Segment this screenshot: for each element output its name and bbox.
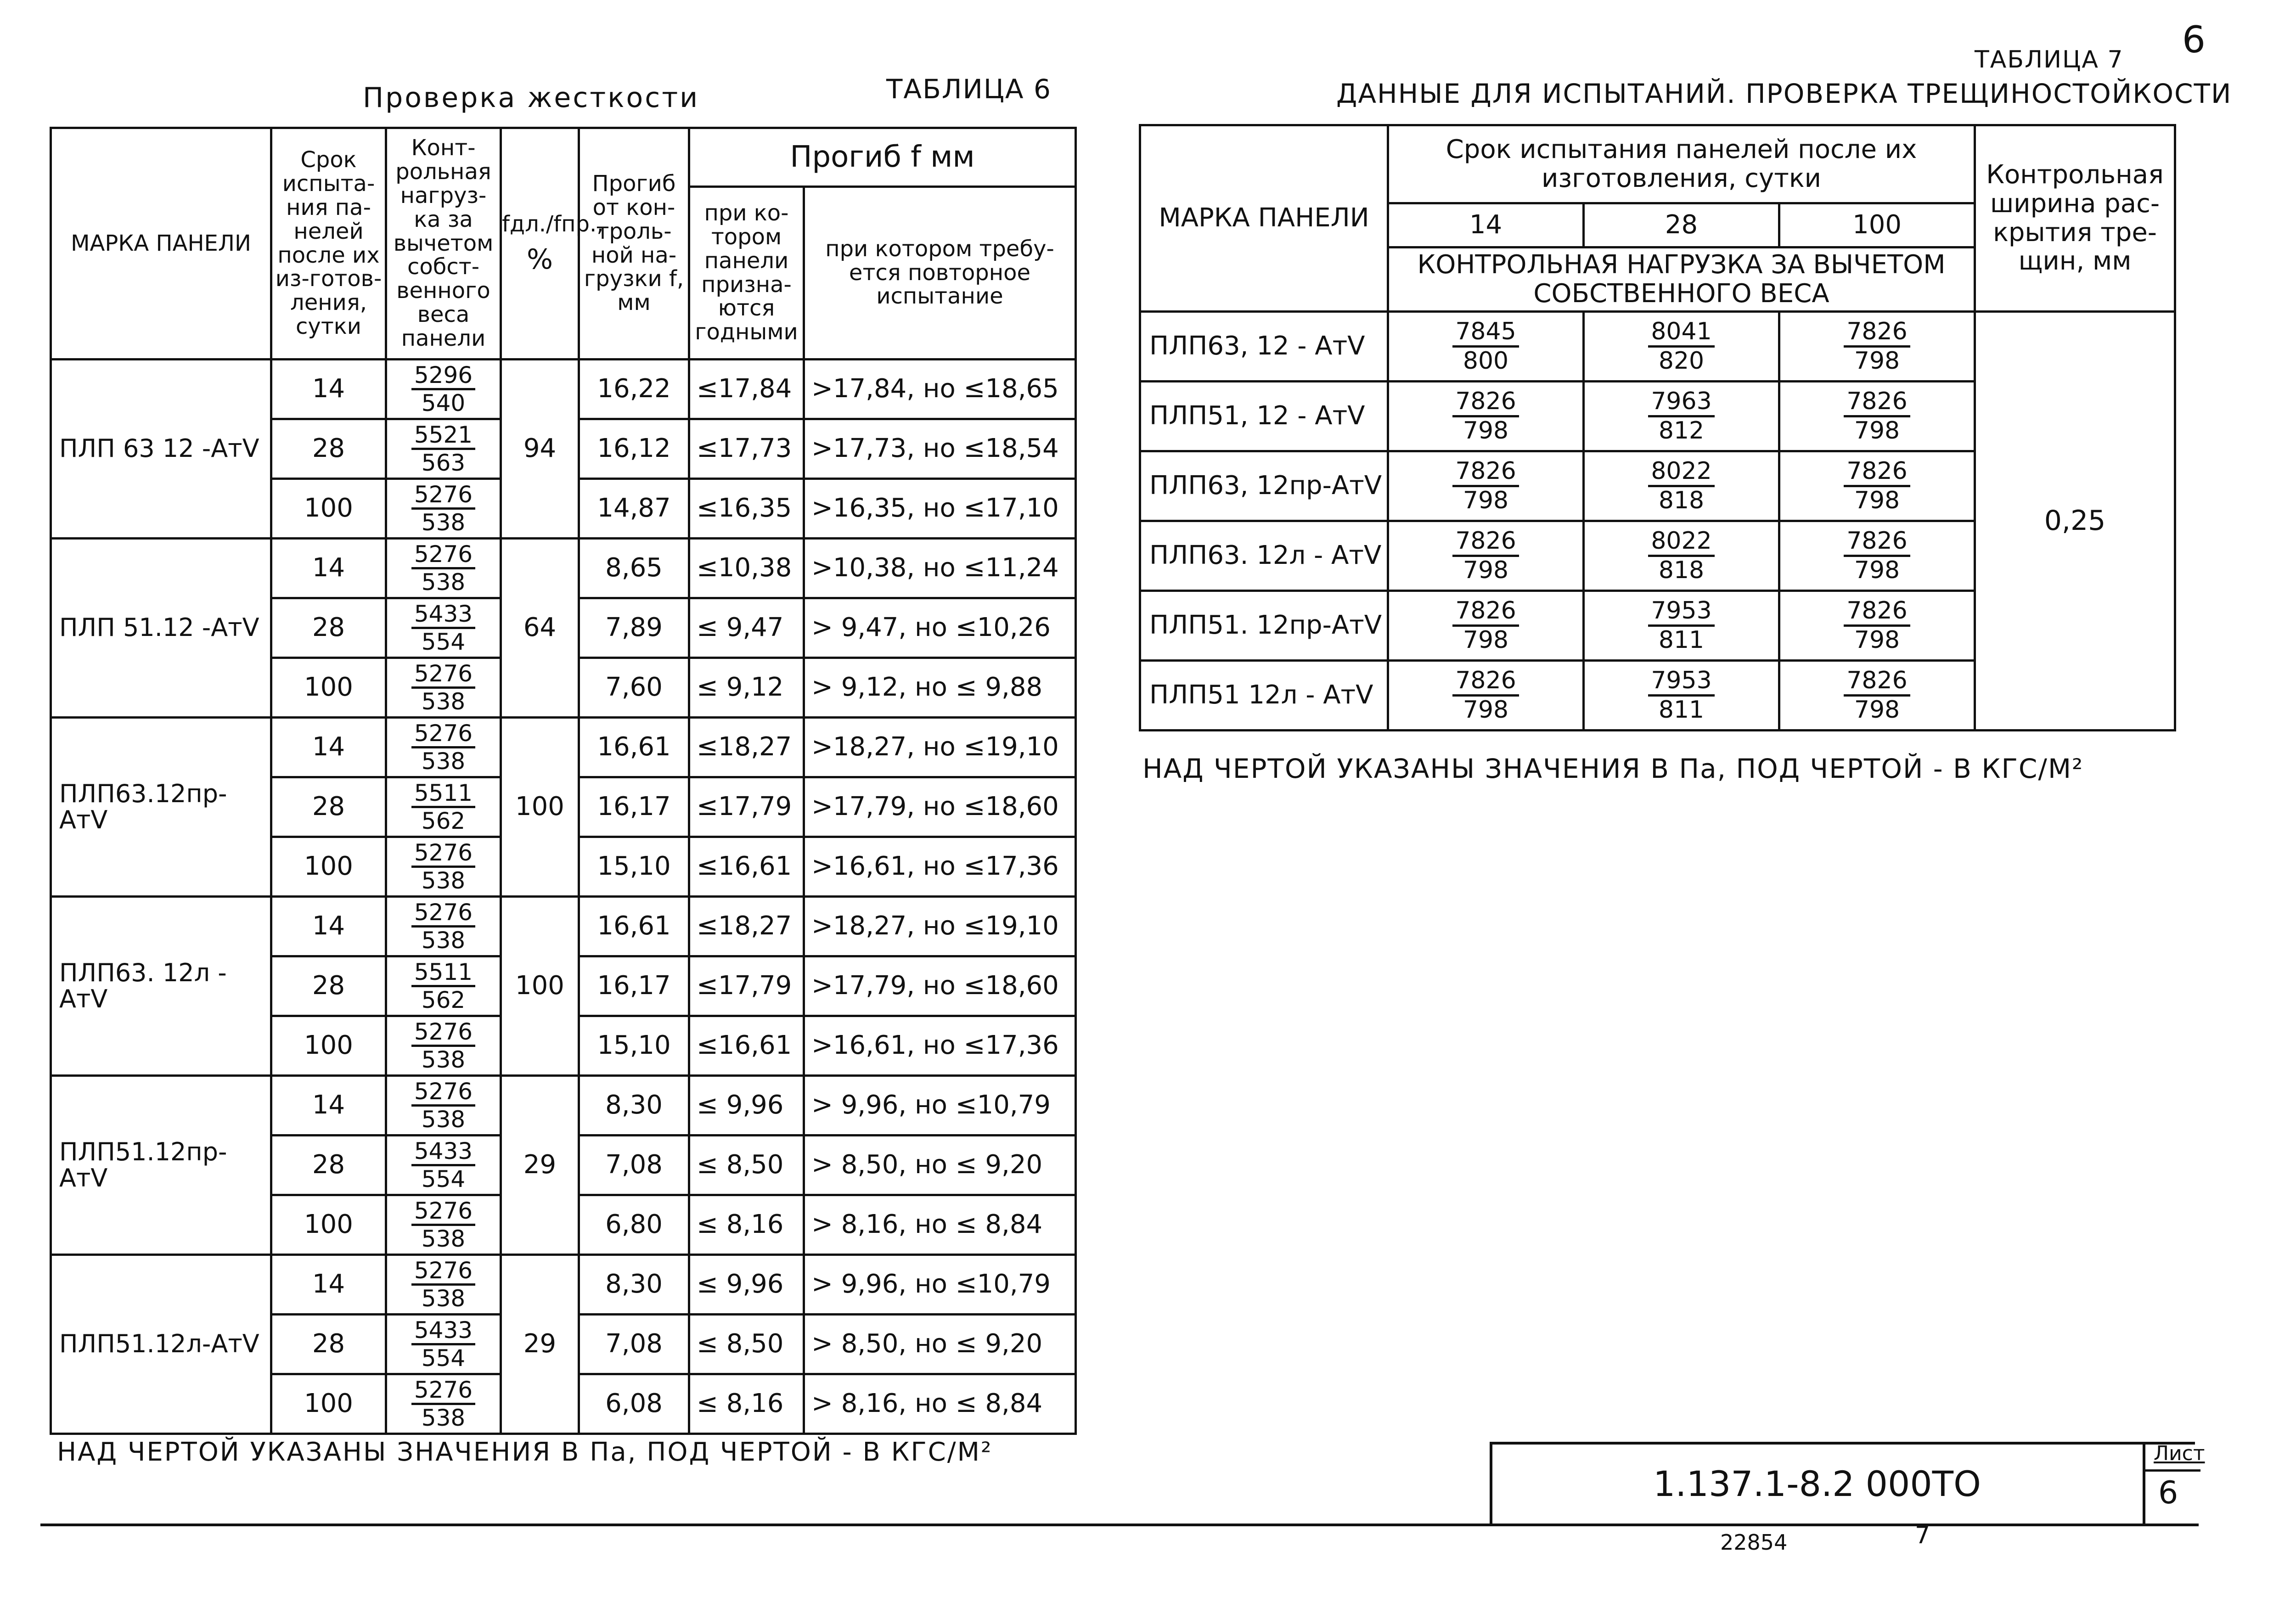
load-fraction (411, 1259, 475, 1311)
deflection-control: 15,10 (579, 1016, 689, 1076)
control-load (1584, 451, 1779, 521)
load-value-pa: 5511 (411, 781, 475, 809)
test-term: 14 (271, 1255, 386, 1315)
deflection-retest: > 9,96, но ≤10,79 (804, 1076, 1076, 1136)
deflection-control: 16,61 (579, 897, 689, 956)
load-fraction (1844, 459, 1910, 513)
load-value-pa: 5276 (411, 483, 475, 510)
control-load (1388, 382, 1584, 451)
table-row (51, 360, 1076, 419)
panel-mark: ПЛП63.12пр-AтV (51, 718, 271, 897)
deflection-retest: > 8,16, но ≤ 8,84 (804, 1195, 1076, 1255)
load-value-kgf: 538 (421, 1226, 466, 1252)
deflection-ok: ≤16,35 (689, 479, 804, 539)
deflection-ok: ≤16,61 (689, 1016, 804, 1076)
load-value-pa: 7826 (1452, 668, 1519, 697)
load-value-kgf: 798 (1463, 626, 1509, 654)
crack-width: 0,25 (1975, 312, 2175, 731)
load-value-kgf: 798 (1854, 417, 1900, 444)
t6-header-mark: МАРКА ПАНЕЛИ (51, 128, 271, 360)
sheet-label: Лист (2154, 1442, 2205, 1465)
t6-header-load: Конт-рольная нагруз-ка за вычетом собст-венного веса панели (386, 128, 501, 360)
t6-header-deflection-group: Прогиб f мм (689, 128, 1076, 187)
load-value-kgf: 554 (421, 629, 466, 655)
load-value-pa: 7826 (1452, 459, 1519, 487)
test-term: 14 (271, 897, 386, 956)
t7-header-load: КОНТРОЛЬНАЯ НАГРУЗКА ЗА ВЫЧЕТОМ СОБСТВЕННОГО ВЕСА (1388, 247, 1975, 312)
deflection-ok: ≤ 8,50 (689, 1136, 804, 1195)
load-value-kgf: 798 (1854, 347, 1900, 375)
deflection-ok: ≤10,38 (689, 539, 804, 598)
load-value-kgf: 538 (421, 927, 466, 954)
load-value-kgf: 554 (421, 1345, 466, 1372)
load-value-kgf: 818 (1658, 487, 1705, 514)
test-term: 28 (271, 1315, 386, 1374)
control-load (386, 1076, 501, 1136)
deflection-retest: >17,79, но ≤18,60 (804, 777, 1076, 837)
test-term: 14 (271, 539, 386, 598)
load-fraction (1844, 319, 1910, 373)
load-value-kgf: 538 (421, 509, 466, 536)
control-load (386, 479, 501, 539)
control-load (386, 598, 501, 658)
load-fraction (411, 423, 475, 475)
load-value-kgf: 538 (421, 1285, 466, 1312)
test-term: 100 (271, 837, 386, 897)
load-fraction (411, 1020, 475, 1072)
load-value-pa: 5276 (411, 721, 475, 749)
load-value-kgf: 798 (1463, 557, 1509, 584)
test-term: 28 (271, 598, 386, 658)
control-load (1779, 451, 1975, 521)
load-value-pa: 7826 (1452, 389, 1519, 417)
load-value-pa: 7953 (1648, 668, 1714, 697)
test-term: 14 (271, 360, 386, 419)
control-load (386, 837, 501, 897)
deflection-retest: >18,27, но ≤19,10 (804, 897, 1076, 956)
deflection-control: 8,30 (579, 1255, 689, 1315)
deflection-ok: ≤ 8,50 (689, 1315, 804, 1374)
document-code: 1.137.1-8.2 000ТО (1653, 1463, 1981, 1504)
load-value-pa: 5276 (411, 542, 475, 570)
table7-caption: ТАБЛИЦА 7 (1975, 46, 2124, 73)
panel-mark: ПЛП63. 12л -AтV (51, 897, 271, 1076)
load-value-pa: 5433 (411, 1139, 475, 1167)
control-load (1779, 591, 1975, 661)
control-load (386, 897, 501, 956)
test-term: 14 (271, 718, 386, 777)
deflection-ok: ≤17,79 (689, 777, 804, 837)
load-fraction (411, 900, 475, 953)
load-value-pa: 7963 (1648, 389, 1714, 417)
deflection-control: 8,30 (579, 1076, 689, 1136)
load-value-pa: 5433 (411, 1318, 475, 1346)
panel-mark: ПЛП 63 12 -AтV (51, 360, 271, 539)
deflection-retest: >16,61, но ≤17,36 (804, 1016, 1076, 1076)
control-load (386, 1374, 501, 1434)
load-value-pa: 5276 (411, 1199, 475, 1226)
deflection-ok: ≤ 9,96 (689, 1255, 804, 1315)
load-value-pa: 5276 (411, 900, 475, 928)
deflection-control: 6,08 (579, 1374, 689, 1434)
table-row (1140, 312, 2175, 382)
load-value-pa: 5276 (411, 1259, 475, 1286)
load-value-kgf: 538 (421, 1106, 466, 1133)
control-load (386, 1255, 501, 1315)
t7-header-day-28: 28 (1584, 203, 1779, 247)
deflection-control: 15,10 (579, 837, 689, 897)
load-value-kgf: 798 (1854, 696, 1900, 724)
table6-caption: ТАБЛИЦА 6 (886, 73, 1052, 105)
t7-header-day-14: 14 (1388, 203, 1584, 247)
deflection-ok: ≤16,61 (689, 837, 804, 897)
t7-header-crack: Контрольная ширина рас-крытия тре-щин, мм (1975, 125, 2175, 312)
deflection-retest: >10,38, но ≤11,24 (804, 539, 1076, 598)
control-load (1584, 521, 1779, 591)
load-value-kgf: 798 (1463, 487, 1509, 514)
deflection-retest: >17,84, но ≤18,65 (804, 360, 1076, 419)
load-fraction (1844, 529, 1910, 583)
load-value-pa: 7826 (1844, 459, 1910, 487)
t6-header-deflection-control: Прогиб от кон-троль-ной на-грузки f, мм (579, 128, 689, 360)
panel-mark: ПЛП63, 12 - AтV (1140, 312, 1388, 382)
load-fraction (411, 1199, 475, 1251)
control-load (386, 1136, 501, 1195)
deflection-control: 16,61 (579, 718, 689, 777)
load-fraction (1452, 389, 1519, 443)
deflection-retest: >18,27, но ≤19,10 (804, 718, 1076, 777)
load-fraction (1648, 389, 1714, 443)
load-fraction (411, 781, 475, 833)
load-value-kgf: 820 (1658, 347, 1705, 375)
deflection-ok: ≤ 8,16 (689, 1374, 804, 1434)
load-value-pa: 5433 (411, 602, 475, 630)
table-row (51, 1076, 1076, 1136)
load-value-kgf: 563 (421, 450, 466, 476)
load-fraction (411, 1318, 475, 1371)
control-load (386, 1195, 501, 1255)
bottom-frame-line (40, 1524, 2199, 1526)
load-value-kgf: 800 (1463, 347, 1509, 375)
deflection-control: 7,89 (579, 598, 689, 658)
deflection-control: 16,22 (579, 360, 689, 419)
load-value-pa: 7826 (1844, 668, 1910, 697)
control-load (386, 419, 501, 479)
t7-header-mark: МАРКА ПАНЕЛИ (1140, 125, 1388, 312)
deflection-ok: ≤18,27 (689, 897, 804, 956)
load-value-pa: 5276 (411, 1079, 475, 1107)
deflection-retest: > 8,16, но ≤ 8,84 (804, 1374, 1076, 1434)
test-term: 100 (271, 479, 386, 539)
deflection-ok: ≤ 9,47 (689, 598, 804, 658)
control-load (1779, 661, 1975, 731)
load-fraction (1452, 529, 1519, 583)
table-row (51, 718, 1076, 777)
load-value-pa: 5276 (411, 1378, 475, 1406)
panel-mark: ПЛП51, 12 - AтV (1140, 382, 1388, 451)
load-fraction (1452, 668, 1519, 722)
load-value-kgf: 554 (421, 1166, 466, 1192)
deflection-control: 7,08 (579, 1315, 689, 1374)
load-fraction (411, 602, 475, 654)
deflection-ratio: 29 (501, 1076, 579, 1255)
deflection-control: 7,08 (579, 1136, 689, 1195)
title-block-divider (2143, 1442, 2145, 1525)
load-value-kgf: 538 (421, 1046, 466, 1073)
load-value-kgf: 562 (421, 987, 466, 1013)
table6-note: НАД ЧЕРТОЙ УКАЗАНЫ ЗНАЧЕНИЯ В Па, ПОД ЧЕРТОЙ - В КГС/М² (57, 1437, 993, 1467)
load-value-pa: 8041 (1648, 319, 1714, 348)
inventory-number: 22854 (1720, 1530, 1788, 1555)
load-value-kgf: 538 (421, 867, 466, 894)
control-load (1584, 312, 1779, 382)
panel-mark: ПЛП63, 12пр-AтV (1140, 451, 1388, 521)
load-value-kgf: 540 (421, 390, 466, 416)
table6-stiffness (50, 127, 1077, 1435)
deflection-ok: ≤18,27 (689, 718, 804, 777)
deflection-ratio: 64 (501, 539, 579, 718)
load-value-pa: 8022 (1648, 459, 1714, 487)
load-fraction (1648, 529, 1714, 583)
deflection-control: 16,12 (579, 419, 689, 479)
control-load (1584, 382, 1779, 451)
panel-mark: ПЛП63. 12л - AтV (1140, 521, 1388, 591)
load-value-pa: 7826 (1452, 598, 1519, 627)
load-value-pa: 7953 (1648, 598, 1714, 627)
load-fraction (1452, 319, 1519, 373)
table-row (51, 539, 1076, 598)
load-value-pa: 8022 (1648, 529, 1714, 557)
deflection-control: 7,60 (579, 658, 689, 718)
load-value-kgf: 811 (1658, 696, 1705, 724)
control-load (386, 658, 501, 718)
control-load (386, 539, 501, 598)
control-load (1779, 312, 1975, 382)
control-load (386, 360, 501, 419)
deflection-retest: >16,61, но ≤17,36 (804, 837, 1076, 897)
deflection-retest: > 9,12, но ≤ 9,88 (804, 658, 1076, 718)
control-load (386, 1315, 501, 1374)
load-fraction (1844, 668, 1910, 722)
table6-title: Проверка жесткости (363, 82, 700, 114)
load-fraction (1648, 459, 1714, 513)
test-term: 100 (271, 1195, 386, 1255)
table7-crack-resistance (1139, 124, 2176, 731)
load-value-pa: 7826 (1844, 529, 1910, 557)
load-value-pa: 5276 (411, 662, 475, 689)
load-value-pa: 5276 (411, 1020, 475, 1047)
load-value-kgf: 811 (1658, 626, 1705, 654)
load-value-pa: 5511 (411, 960, 475, 988)
t7-header-day-100: 100 (1779, 203, 1975, 247)
deflection-control: 8,65 (579, 539, 689, 598)
load-value-kgf: 798 (1854, 487, 1900, 514)
load-fraction (411, 1079, 475, 1132)
control-load (1388, 451, 1584, 521)
load-fraction (411, 960, 475, 1012)
panel-mark: ПЛП51.12л-AтV (51, 1255, 271, 1434)
panel-mark: ПЛП 51.12 -AтV (51, 539, 271, 718)
load-value-kgf: 812 (1658, 417, 1705, 444)
deflection-retest: >17,79, но ≤18,60 (804, 956, 1076, 1016)
sheet-label-rule (2145, 1469, 2200, 1472)
test-term: 28 (271, 419, 386, 479)
control-load (1388, 521, 1584, 591)
load-value-kgf: 562 (421, 808, 466, 834)
deflection-control: 16,17 (579, 956, 689, 1016)
test-term: 28 (271, 1136, 386, 1195)
load-value-pa: 7845 (1452, 319, 1519, 348)
load-value-kgf: 538 (421, 569, 466, 596)
deflection-ratio: 94 (501, 360, 579, 539)
panel-mark: ПЛП51. 12пр-AтV (1140, 591, 1388, 661)
load-fraction (1648, 668, 1714, 722)
test-term: 100 (271, 658, 386, 718)
table7-note: НАД ЧЕРТОЙ УКАЗАНЫ ЗНАЧЕНИЯ В Па, ПОД ЧЕРТОЙ - В КГС/М² (1142, 753, 2084, 784)
load-value-pa: 5276 (411, 841, 475, 868)
deflection-ok: ≤ 8,16 (689, 1195, 804, 1255)
load-fraction (411, 1378, 475, 1430)
t6-header-ratio (501, 128, 604, 360)
deflection-control: 6,80 (579, 1195, 689, 1255)
test-term: 28 (271, 956, 386, 1016)
load-value-kgf: 818 (1658, 557, 1705, 584)
load-fraction (1452, 459, 1519, 513)
page-number: 6 (2182, 18, 2206, 61)
deflection-ratio: 29 (501, 1255, 579, 1434)
load-value-pa: 5296 (411, 363, 475, 391)
panel-mark: ПЛП51.12пр-AтV (51, 1076, 271, 1255)
control-load (1779, 382, 1975, 451)
load-value-pa: 7826 (1844, 598, 1910, 627)
t6-header-term: Срок испыта-ния па-нелей после их из-готов-ления, сутки (271, 128, 386, 360)
control-load (1388, 661, 1584, 731)
test-term: 14 (271, 1076, 386, 1136)
load-fraction (1844, 389, 1910, 443)
load-fraction (1844, 598, 1910, 652)
load-value-kgf: 538 (421, 748, 466, 775)
load-value-pa: 7826 (1844, 389, 1910, 417)
deflection-control: 16,17 (579, 777, 689, 837)
load-fraction (411, 841, 475, 893)
deflection-ok: ≤17,84 (689, 360, 804, 419)
load-value-pa: 7826 (1452, 529, 1519, 557)
table7-title: ДАННЫЕ ДЛЯ ИСПЫТАНИЙ. ПРОВЕРКА ТРЕЩИНОСТОЙКОСТИ (1336, 78, 2232, 109)
load-value-kgf: 798 (1854, 626, 1900, 654)
load-value-pa: 5521 (411, 423, 475, 450)
deflection-retest: >17,73, но ≤18,54 (804, 419, 1076, 479)
deflection-ok: ≤ 9,96 (689, 1076, 804, 1136)
control-load (386, 777, 501, 837)
deflection-ok: ≤ 9,12 (689, 658, 804, 718)
control-load (1584, 661, 1779, 731)
control-load (1388, 312, 1584, 382)
load-fraction (411, 483, 475, 535)
load-value-kgf: 798 (1463, 417, 1509, 444)
t6-header-deflection-retest: при котором требу-ется повторное испытание (804, 187, 1076, 360)
deflection-ok: ≤17,79 (689, 956, 804, 1016)
control-load (1388, 591, 1584, 661)
load-value-kgf: 538 (421, 688, 466, 715)
sheet-number: 6 (2158, 1475, 2178, 1511)
table-row (51, 1255, 1076, 1315)
control-load (386, 1016, 501, 1076)
load-value-kgf: 798 (1463, 696, 1509, 724)
deflection-retest: > 9,47, но ≤10,26 (804, 598, 1076, 658)
load-fraction (411, 1139, 475, 1192)
load-value-pa: 7826 (1844, 319, 1910, 348)
control-load (1584, 591, 1779, 661)
control-load (1779, 521, 1975, 591)
test-term: 28 (271, 777, 386, 837)
load-fraction (1648, 598, 1714, 652)
deflection-retest: > 8,50, но ≤ 9,20 (804, 1315, 1076, 1374)
table-row (51, 897, 1076, 956)
load-fraction (411, 662, 475, 714)
control-load (386, 718, 501, 777)
deflection-retest: >16,35, но ≤17,10 (804, 479, 1076, 539)
deflection-ratio: 100 (501, 897, 579, 1076)
test-term: 100 (271, 1016, 386, 1076)
load-value-kgf: 538 (421, 1405, 466, 1431)
deflection-retest: > 8,50, но ≤ 9,20 (804, 1136, 1076, 1195)
load-value-kgf: 798 (1854, 557, 1900, 584)
load-fraction (411, 721, 475, 774)
format-mark: 7 (1915, 1522, 1930, 1549)
deflection-control: 14,87 (579, 479, 689, 539)
t6-header-deflection-ok: при ко-тором панели призна-ются годными (689, 187, 804, 360)
load-fraction (411, 363, 475, 416)
load-fraction (411, 542, 475, 595)
test-term: 100 (271, 1374, 386, 1434)
control-load (386, 956, 501, 1016)
t6-header-ratio-formula: fдл./fпр., (502, 211, 604, 237)
deflection-ok: ≤17,73 (689, 419, 804, 479)
deflection-ratio: 100 (501, 718, 579, 897)
panel-mark: ПЛП51 12л - AтV (1140, 661, 1388, 731)
t6-header-ratio-unit: % (526, 243, 553, 276)
load-fraction (1452, 598, 1519, 652)
load-fraction (1648, 319, 1714, 373)
t7-header-term: Срок испытания панелей после их изготовления, сутки (1388, 125, 1975, 203)
deflection-retest: > 9,96, но ≤10,79 (804, 1255, 1076, 1315)
